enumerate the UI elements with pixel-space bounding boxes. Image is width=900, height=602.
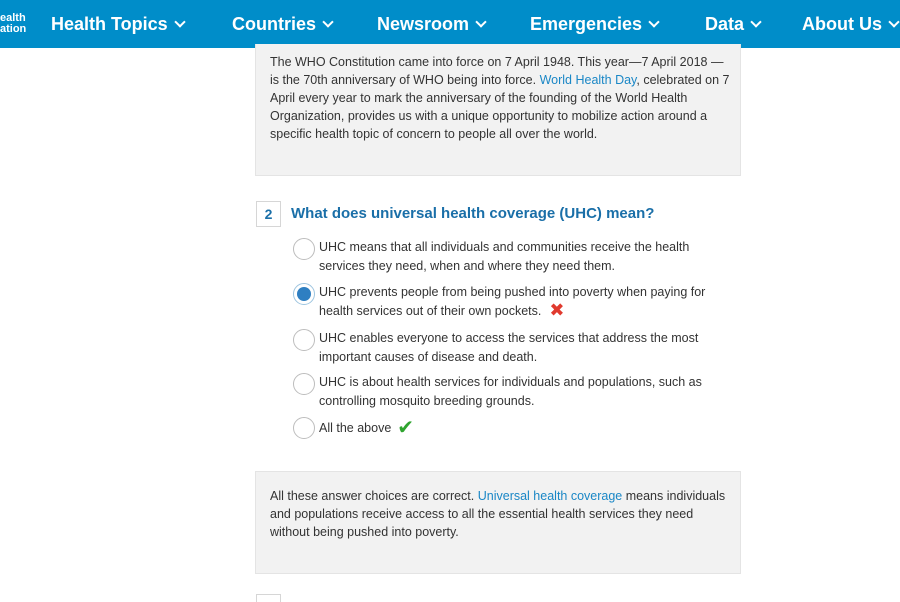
nav-emergencies-label: Emergencies	[530, 14, 643, 34]
answer-option-text: UHC means that all individuals and communities receive the health services they need, when and where they need them.	[319, 240, 690, 273]
intro-text	[270, 53, 730, 143]
logo-text-line1: ealth	[0, 12, 26, 24]
explanation-text	[270, 487, 730, 541]
answer-option-text: UHC enables everyone to access the services that address the most important causes of disease and death.	[319, 331, 699, 364]
explanation-text-before: All these answer choices are correct.	[270, 489, 478, 503]
question-title: What does universal health coverage (UHC) mean?	[291, 205, 655, 222]
answer-option-text	[319, 419, 729, 438]
nav-newsroom[interactable]	[377, 13, 485, 35]
nav-health-topics[interactable]	[51, 13, 184, 35]
chevron-down-icon	[648, 16, 659, 27]
answer-option-label: All the above	[319, 421, 392, 435]
nav-countries[interactable]	[232, 13, 332, 35]
nav-emergencies[interactable]	[530, 13, 658, 35]
nav-data-label: Data	[705, 14, 745, 34]
nav-about-us-label: About Us	[802, 14, 882, 34]
nav-about-us[interactable]	[802, 13, 898, 35]
nav-countries-label: Countries	[232, 14, 317, 34]
chevron-down-icon	[475, 16, 486, 27]
answer-explanation-panel	[255, 471, 741, 574]
universal-health-coverage-link[interactable]: Universal health coverage	[477, 489, 623, 503]
chevron-down-icon	[174, 16, 185, 27]
radio-button[interactable]	[293, 238, 315, 260]
logo-text-line2: ation	[0, 23, 27, 35]
radio-button-selected[interactable]	[293, 283, 315, 305]
radio-button[interactable]	[293, 329, 315, 351]
chevron-down-icon	[750, 16, 761, 27]
nav-newsroom-label: Newsroom	[377, 14, 470, 34]
intro-panel	[255, 44, 741, 176]
answer-option-text: UHC is about health services for individuals and populations, such as controlling mosquito breeding grounds.	[319, 375, 702, 408]
answer-option-label: UHC prevents people from being pushed into poverty when paying for health services out of their own pockets.	[319, 285, 706, 318]
correct-answer-icon: ✔	[397, 417, 415, 439]
nav-health-topics-label: Health Topics	[51, 14, 168, 34]
who-logo[interactable]	[0, 12, 27, 35]
intro-text-after: , celebrated on 7 April every year to mark the anniversary of the founding of the World Health Organization, provides us with a unique opportunity to mobilize action around a specific health topic of concern to people all over the world.	[270, 73, 730, 141]
question-number: 2	[256, 201, 281, 227]
wrong-answer-icon: ✖	[549, 300, 565, 320]
intro-text-before: The WHO Constitution came into force on 7 April 1948. This year—7 April 2018 —is the 70th anniversary of WHO being into force.	[270, 55, 724, 87]
top-navigation-bar	[0, 0, 900, 48]
world-health-day-link[interactable]: World Health Day	[539, 73, 637, 87]
radio-button[interactable]	[293, 373, 315, 395]
chevron-down-icon	[322, 16, 333, 27]
chevron-down-icon	[888, 16, 899, 27]
answer-option-text	[319, 283, 729, 321]
explanation-text-after: means individuals and populations receive access to all the essential health services they need without being pushed into poverty.	[270, 489, 726, 539]
next-question-number	[256, 594, 281, 602]
radio-button[interactable]	[293, 417, 315, 439]
nav-data[interactable]	[705, 13, 760, 35]
